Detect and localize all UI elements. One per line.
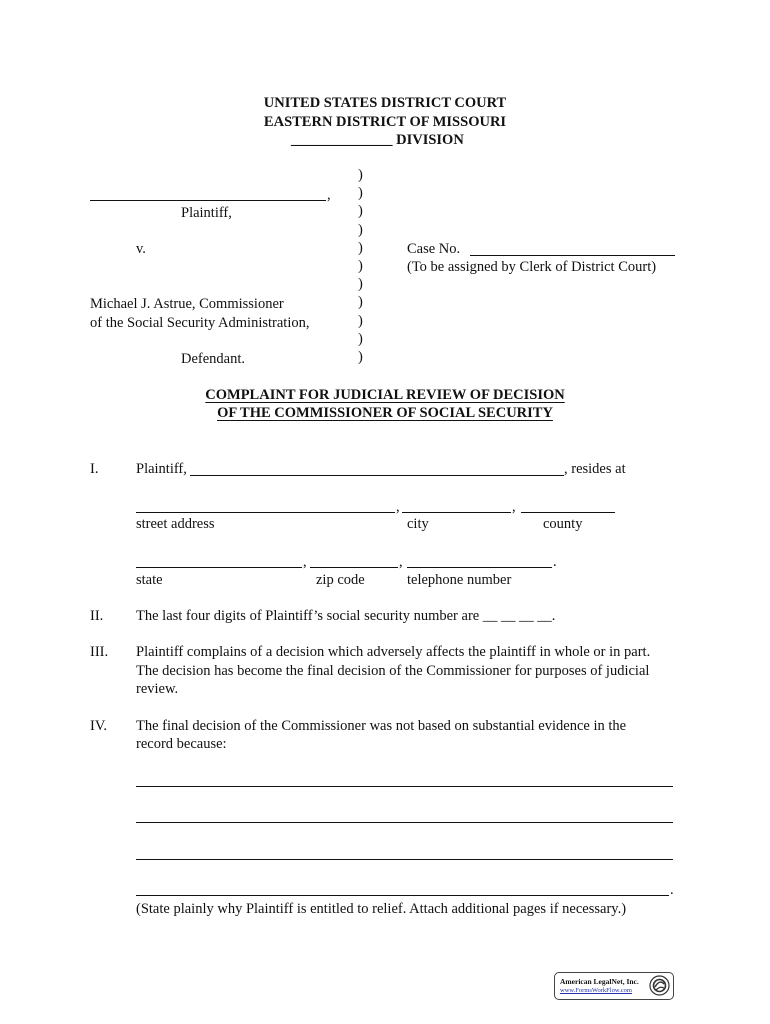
reason-line-1[interactable]: [136, 786, 673, 787]
paren: ): [358, 239, 363, 256]
globe-logo-icon: [649, 975, 670, 996]
reason-line-4[interactable]: [136, 895, 669, 896]
city-comma: ,: [512, 499, 516, 515]
case-no-label: Case No.: [407, 241, 461, 257]
street-comma: ,: [396, 499, 400, 515]
division-blank[interactable]: ______________: [291, 132, 393, 148]
paren: ): [358, 312, 363, 329]
paren: ): [358, 185, 363, 202]
plaintiff-label: Plaintiff,: [181, 205, 232, 221]
zip-comma: ,: [399, 554, 403, 570]
section-3-line1: Plaintiff complains of a decision which adversely affects the plaintiff in whole or in part.: [136, 644, 651, 660]
paren: ): [358, 349, 363, 366]
complaint-title-line1: COMPLAINT FOR JUDICIAL REVIEW OF DECISION: [205, 387, 565, 403]
telephone-period: .: [553, 554, 557, 570]
street-address-label: street address: [136, 516, 215, 532]
paren: ): [358, 221, 363, 238]
caption-paren-column: [358, 166, 363, 366]
plaintiff-comma: ,: [327, 187, 331, 203]
telephone-field[interactable]: [407, 567, 552, 568]
city-label: city: [407, 516, 429, 532]
state-field[interactable]: [136, 567, 302, 568]
plaintiff-name-field[interactable]: [190, 475, 564, 476]
court-name: UNITED STATES DISTRICT COURT: [263, 95, 507, 111]
defendant-name-line2: of the Social Security Administration,: [90, 315, 310, 331]
section-3-line2: The decision has become the final decision of the Commissioner for purposes of judicial: [136, 663, 650, 679]
section-4-numeral: IV.: [90, 718, 108, 734]
section-3-numeral: III.: [90, 644, 109, 660]
reason-line-3[interactable]: [136, 859, 673, 860]
division-label: DIVISION: [392, 132, 464, 148]
section-4-line2: record because:: [136, 736, 227, 752]
section-2-numeral: II.: [90, 608, 104, 624]
section-3-line3: review.: [136, 681, 179, 697]
county-label: county: [543, 516, 583, 532]
court-district: EASTERN DISTRICT OF MISSOURI: [263, 114, 507, 130]
paren: ): [358, 258, 363, 275]
state-comma: ,: [303, 554, 307, 570]
case-no-note: (To be assigned by Clerk of District Court): [407, 259, 657, 275]
state-label: state: [136, 572, 163, 588]
county-field[interactable]: [521, 512, 615, 513]
resides-at-label: , resides at: [564, 461, 626, 477]
badge-company-name: American LegalNet, Inc.: [560, 977, 639, 986]
versus-label: v.: [136, 241, 146, 257]
city-field[interactable]: [402, 512, 511, 513]
defendant-label: Defendant.: [181, 351, 246, 367]
section-1-plaintiff-prefix: Plaintiff,: [136, 461, 187, 477]
zip-code-label: zip code: [316, 572, 365, 588]
defendant-name-line1: Michael J. Astrue, Commissioner: [90, 296, 284, 312]
paren: ): [358, 276, 363, 293]
paren: ): [358, 203, 363, 220]
reason-line-2[interactable]: [136, 822, 673, 823]
telephone-label: telephone number: [407, 572, 512, 588]
paren: ): [358, 294, 363, 311]
section-2-text: The last four digits of Plaintiff’s social security number are __ __ __ __.: [136, 608, 556, 624]
section-4-line1: The final decision of the Commissioner was not based on substantial evidence in the: [136, 718, 627, 734]
zip-code-field[interactable]: [310, 567, 398, 568]
reason-period: .: [670, 882, 674, 898]
complaint-title-line2: OF THE COMMISSIONER OF SOCIAL SECURITY: [217, 405, 553, 421]
badge-url-link[interactable]: www.FormsWorkFlow.com: [560, 987, 632, 994]
case-no-line[interactable]: [470, 255, 675, 256]
court-division: [291, 132, 464, 149]
section-4-instruction: (State plainly why Plaintiff is entitled to relief. Attach additional pages if necessary.): [136, 901, 627, 917]
section-1-numeral: I.: [90, 461, 99, 477]
paren: ): [358, 167, 363, 183]
street-address-field[interactable]: [136, 512, 395, 513]
paren: ): [358, 330, 363, 347]
american-legalnet-badge[interactable]: [554, 972, 674, 1000]
plaintiff-name-line[interactable]: [90, 200, 326, 201]
